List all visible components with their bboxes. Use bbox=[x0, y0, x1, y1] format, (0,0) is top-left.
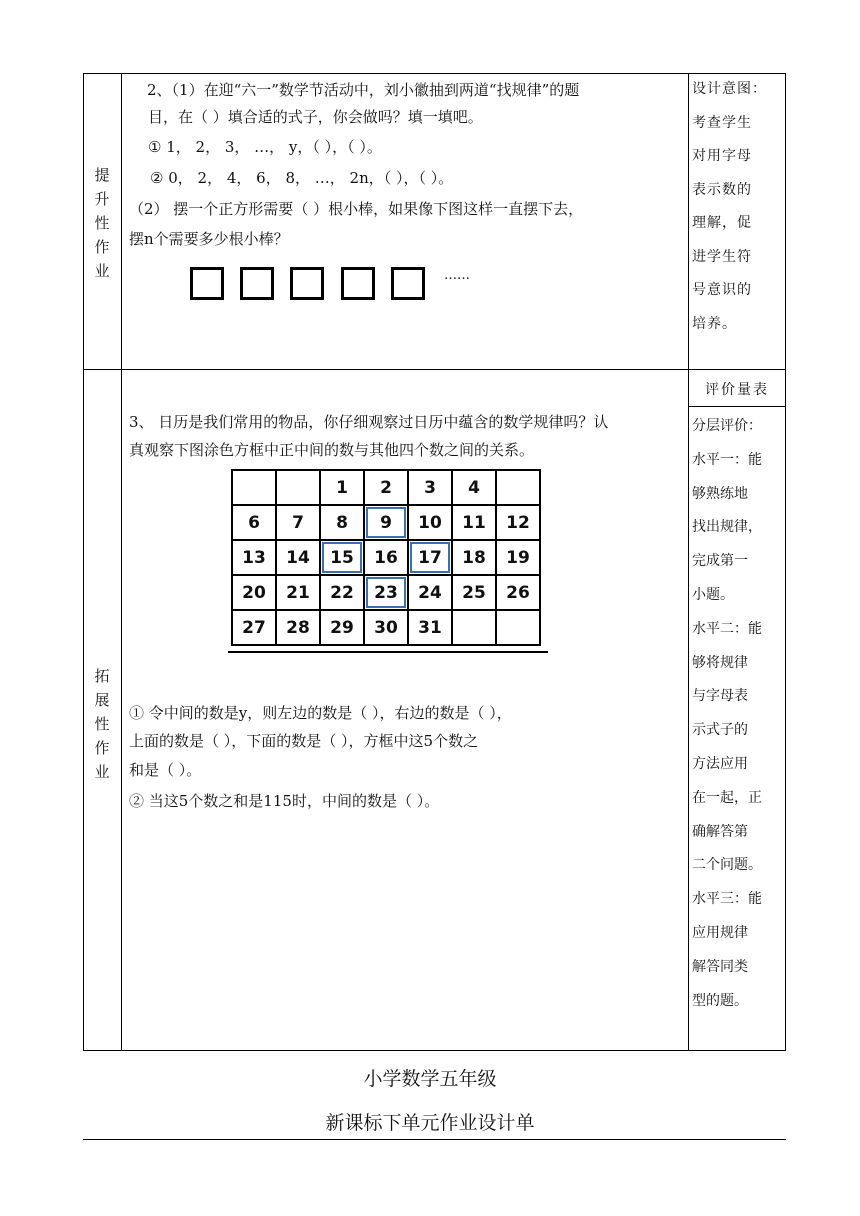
calendar-cell: 31 bbox=[408, 610, 452, 645]
calendar-cell: 30 bbox=[364, 610, 408, 645]
calendar-cell: 18 bbox=[452, 540, 496, 575]
calendar-cell: 7 bbox=[276, 505, 320, 540]
calendar-highlight-box bbox=[410, 542, 450, 573]
calendar-cell: 4 bbox=[452, 470, 496, 505]
scale-title-divider bbox=[689, 406, 786, 407]
calendar-cell: 10 bbox=[408, 505, 452, 540]
stick-square bbox=[190, 267, 224, 300]
row-label-enhancement: 提 升 性 作 业 bbox=[94, 166, 110, 280]
evaluation-levels: 分层评价： 水平一：能 够熟练地 找出规律， 完成第一 小题。 水平二：能 够将规律 与字母表 示式子的 方法应用 在一起，正 确解答第 二个问题。 水平三：能 应用规律 解答同类 型的题。 bbox=[692, 418, 762, 1009]
calendar-cell: 27 bbox=[232, 610, 276, 645]
calendar-cell: 23 bbox=[364, 575, 408, 610]
label-column-divider bbox=[121, 73, 122, 1051]
q3-sub2: ② 当这5个数之和是115时，中间的数是（ ）。 bbox=[129, 792, 440, 810]
calendar-row bbox=[232, 540, 540, 575]
q2-sequence-1: ① 1， 2， 3， …， y，（ ），（ ）。 bbox=[148, 138, 382, 156]
calendar-cell: 15 bbox=[320, 540, 364, 575]
calendar-cell bbox=[276, 470, 320, 505]
scale-title: 评价量表 bbox=[705, 382, 769, 398]
footer-sheet-title: 新课标下单元作业设计单 bbox=[325, 1112, 535, 1134]
q2-line1: 2、（1）在迎“六一”数学节活动中，刘小徽抽到两道“找规律”的题 bbox=[147, 81, 580, 99]
calendar-cell: 22 bbox=[320, 575, 364, 610]
calendar-cell bbox=[452, 610, 496, 645]
stick-square bbox=[341, 267, 375, 300]
q2-part2-line2: 摆n个需要多少根小棒？ bbox=[129, 230, 289, 248]
calendar-cell: 14 bbox=[276, 540, 320, 575]
calendar-highlight-box bbox=[366, 507, 406, 538]
stick-square bbox=[240, 267, 274, 300]
q3-sub1-line3: 和是（ ）。 bbox=[129, 761, 202, 779]
calendar-cell: 26 bbox=[496, 575, 540, 610]
table-right-border bbox=[785, 73, 786, 1051]
q3-sub1-line2: 上面的数是（ ），下面的数是（ ），方框中这5个数之 bbox=[129, 732, 479, 750]
calendar-cell: 11 bbox=[452, 505, 496, 540]
calendar-row bbox=[232, 610, 540, 645]
calendar-cell: 1 bbox=[320, 470, 364, 505]
calendar-cell: 9 bbox=[364, 505, 408, 540]
side-column-divider bbox=[688, 73, 689, 1051]
row-label-extension: 拓 展 性 作 业 bbox=[94, 667, 110, 781]
calendar-highlight-box bbox=[366, 577, 406, 608]
table-top-border bbox=[83, 73, 786, 74]
calendar-cell: 24 bbox=[408, 575, 452, 610]
calendar-cell: 3 bbox=[408, 470, 452, 505]
q2-line2: 目，在（ ）填合适的式子，你会做吗？填一填吧。 bbox=[148, 108, 483, 126]
calendar-cell bbox=[232, 470, 276, 505]
calendar-cell: 25 bbox=[452, 575, 496, 610]
calendar-cell: 6 bbox=[232, 505, 276, 540]
stick-square bbox=[391, 267, 425, 300]
calendar-highlight-box bbox=[322, 542, 362, 573]
calendar-cell: 16 bbox=[364, 540, 408, 575]
table-bottom-border bbox=[83, 1050, 786, 1051]
footer-grade-title: 小学数学五年级 bbox=[363, 1068, 497, 1090]
q2-sequence-2: ② 0， 2， 4， 6， 8， …， 2n，（ ），（ ）。 bbox=[150, 169, 454, 187]
calendar-baseline bbox=[228, 651, 548, 653]
stick-square bbox=[290, 267, 324, 300]
calendar-cell: 28 bbox=[276, 610, 320, 645]
calendar-cell: 17 bbox=[408, 540, 452, 575]
q3-sub1-line1: ① 令中间的数是y，则左边的数是（ ），右边的数是（ ）， bbox=[129, 704, 512, 722]
calendar-cell: 21 bbox=[276, 575, 320, 610]
q3-line1: 3、 日历是我们常用的物品，你仔细观察过日历中蕴含的数学规律吗？认 bbox=[129, 413, 609, 431]
calendar-cell: 8 bbox=[320, 505, 364, 540]
q2-part2-line1: （2） 摆一个正方形需要（ ）根小棒，如果像下图这样一直摆下去， bbox=[129, 200, 584, 218]
calendar-grid bbox=[231, 469, 541, 646]
footer-rule bbox=[83, 1139, 786, 1140]
q3-line2: 真观察下图涂色方框中正中间的数与其他四个数之间的关系。 bbox=[129, 441, 535, 459]
calendar-cell bbox=[496, 610, 540, 645]
squares-ellipsis: …… bbox=[444, 268, 470, 283]
calendar-cell bbox=[496, 470, 540, 505]
design-intent: 设计意图： 考查学生 对用字母 表示数的 理解，促 进学生符 号意识的 培养。 bbox=[692, 81, 767, 332]
calendar-cell: 2 bbox=[364, 470, 408, 505]
calendar-cell: 12 bbox=[496, 505, 540, 540]
calendar-cell: 13 bbox=[232, 540, 276, 575]
calendar-cell: 19 bbox=[496, 540, 540, 575]
calendar-row bbox=[232, 470, 540, 505]
calendar-cell: 20 bbox=[232, 575, 276, 610]
row-divider bbox=[83, 369, 786, 370]
calendar-cell: 29 bbox=[320, 610, 364, 645]
